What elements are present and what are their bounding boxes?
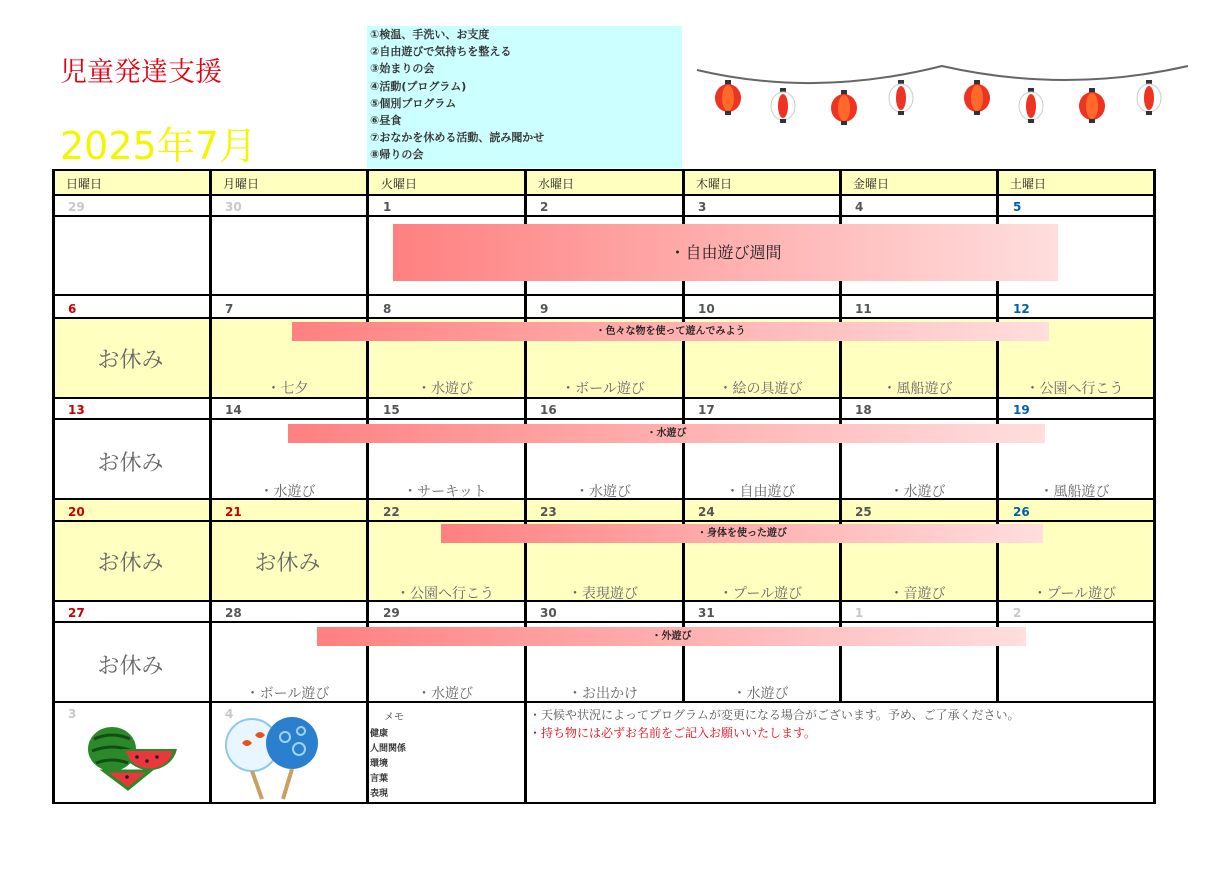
activity-label: ・風船遊び (1039, 484, 1110, 500)
date-number: 2 (1013, 606, 1022, 620)
schedule-item: ⑦おなかを休める活動、読み聞かせ (370, 131, 545, 145)
schedule-item: ③始まりの会 (370, 62, 435, 76)
weekday-sunday: 日曜日 (66, 177, 103, 191)
weekday-friday: 金曜日 (853, 177, 890, 191)
weekday-monday: 月曜日 (223, 177, 260, 191)
activity-label: ・音遊び (889, 586, 946, 602)
schedule-item: ④活動(プログラム) (370, 79, 467, 93)
activity-label: ・プール遊び (1032, 586, 1117, 602)
activity-label: ・表現遊び (568, 586, 638, 602)
activity-label: ・プール遊び (718, 586, 803, 602)
date-number: 25 (855, 505, 872, 519)
holiday-label: お休み (97, 348, 164, 373)
date-number: 14 (225, 403, 242, 417)
date-number: 19 (1013, 403, 1030, 417)
date-row-bg (52, 500, 1156, 520)
activity-label: ・水遊び (889, 484, 946, 500)
date-number: 1 (855, 606, 864, 620)
schedule-item: ①検温、手洗い、お支度 (370, 28, 490, 41)
date-number: 3 (68, 707, 77, 721)
week-theme-band: ・外遊び (317, 627, 1026, 646)
activity-label: ・風船遊び (882, 381, 953, 397)
lantern-icon (1137, 80, 1161, 115)
date-number: 29 (68, 200, 85, 214)
date-number: 17 (698, 403, 715, 417)
lantern-icon (889, 80, 913, 115)
date-number: 18 (855, 403, 872, 417)
weekday-thursday: 木曜日 (696, 177, 733, 191)
activity-label: ・水遊び (259, 484, 316, 500)
grid-line (52, 520, 1156, 522)
date-number: 2 (540, 200, 549, 214)
date-number: 12 (1013, 302, 1030, 316)
activity-label: ・七夕 (266, 381, 309, 397)
holiday-label: お休み (254, 551, 321, 576)
date-number: 10 (698, 302, 715, 316)
activity-label: ・お出かけ (568, 686, 638, 702)
date-number: 26 (1013, 505, 1030, 519)
activity-label: ・水遊び (417, 686, 473, 702)
date-number: 3 (698, 200, 707, 214)
date-number: 16 (540, 403, 557, 417)
grid-line (1153, 169, 1156, 804)
grid-line (52, 194, 1156, 196)
date-number: 20 (68, 505, 85, 519)
date-number: 27 (68, 606, 85, 620)
schedule-item: ⑥昼食 (370, 114, 402, 128)
daily-schedule (367, 26, 682, 168)
lantern-icon (1019, 88, 1043, 123)
date-number: 21 (225, 505, 242, 519)
weekday-wednesday: 水曜日 (538, 177, 575, 191)
date-number: 22 (383, 505, 400, 519)
memo-item: 人間関係 (370, 744, 407, 754)
grid-line (52, 802, 1156, 804)
activity-label: ・水遊び (417, 381, 473, 397)
activity-label: ・水遊び (575, 484, 631, 500)
schedule-item: ⑤個別プログラム (370, 96, 457, 110)
date-number: 8 (383, 302, 392, 316)
activity-label: ・ボール遊び (561, 381, 645, 397)
calendar-grid (52, 169, 1156, 804)
lantern-icon (831, 90, 857, 125)
lantern-icon (964, 80, 990, 115)
date-number: 31 (698, 606, 715, 620)
grid-line (52, 317, 1156, 319)
weekday-tuesday: 火曜日 (381, 177, 418, 191)
watermelon-icon (82, 721, 182, 791)
lantern-icon (771, 88, 795, 123)
date-number: 5 (1013, 200, 1022, 214)
holiday-label: お休み (97, 654, 164, 679)
date-number: 29 (383, 606, 400, 620)
week-theme-band: ・色々な物を使って遊んでみよう (292, 322, 1049, 341)
grid-line (52, 169, 55, 804)
date-number: 1 (383, 200, 392, 214)
week-theme-band: ・自由遊び週間 (393, 224, 1058, 281)
notice-text-important: ・持ち物には必ずお名前をご記入お願いいたします。 (529, 726, 817, 740)
date-number: 23 (540, 505, 557, 519)
notice-text: ・天候や状況によってプログラムが変更になる場合がございます。予め、ご了承ください。 (529, 708, 1020, 722)
date-number: 24 (698, 505, 715, 519)
page-title: 児童発達支援 (60, 57, 222, 88)
memo-item: 表現 (370, 789, 389, 799)
date-number: 13 (68, 403, 85, 417)
lantern-icon (715, 80, 741, 115)
memo-item: 環境 (370, 759, 389, 769)
date-number: 6 (68, 302, 77, 316)
date-number: 30 (540, 606, 557, 620)
week-theme-band: ・身体を使った遊び (441, 524, 1043, 543)
date-number: 9 (540, 302, 549, 316)
memo-item: 言葉 (370, 774, 389, 784)
activity-label: ・水遊び (732, 686, 789, 702)
date-number: 15 (383, 403, 400, 417)
schedule-item: ⑧帰りの会 (370, 148, 424, 162)
activity-label: ・ボール遊び (245, 686, 330, 702)
grid-line (52, 294, 1156, 296)
activity-label: ・公園へ行こう (1025, 381, 1124, 397)
weekday-header-bg (52, 169, 1156, 195)
holiday-label: お休み (97, 451, 164, 476)
grid-line (52, 215, 1156, 217)
date-number: 30 (225, 200, 242, 214)
date-number: 11 (855, 302, 872, 316)
year-month: 2025年7月 (60, 124, 257, 168)
week-theme-band: ・水遊び (288, 424, 1045, 443)
uchiwa-fan-icon (217, 715, 327, 800)
date-number: 7 (225, 302, 234, 316)
weekday-saturday: 土曜日 (1010, 177, 1047, 191)
grid-line (52, 418, 1156, 420)
grid-line (52, 621, 1156, 623)
holiday-label: お休み (97, 551, 164, 576)
memo-item: 健康 (370, 729, 389, 739)
lantern-garland-icon (695, 58, 1190, 133)
activity-label: ・自由遊び (725, 484, 796, 500)
activity-label: ・絵の具遊び (718, 381, 803, 397)
date-number: 4 (855, 200, 864, 214)
date-number: 4 (225, 707, 234, 721)
grid-line (52, 169, 1156, 171)
memo-label: メモ (384, 712, 404, 723)
lantern-icon (1079, 88, 1105, 123)
schedule-item: ②自由遊びで気持ちを整える (370, 45, 512, 59)
activity-label: ・公園へ行こう (396, 586, 494, 602)
date-number: 28 (225, 606, 242, 620)
activity-label: ・サーキット (403, 484, 487, 500)
